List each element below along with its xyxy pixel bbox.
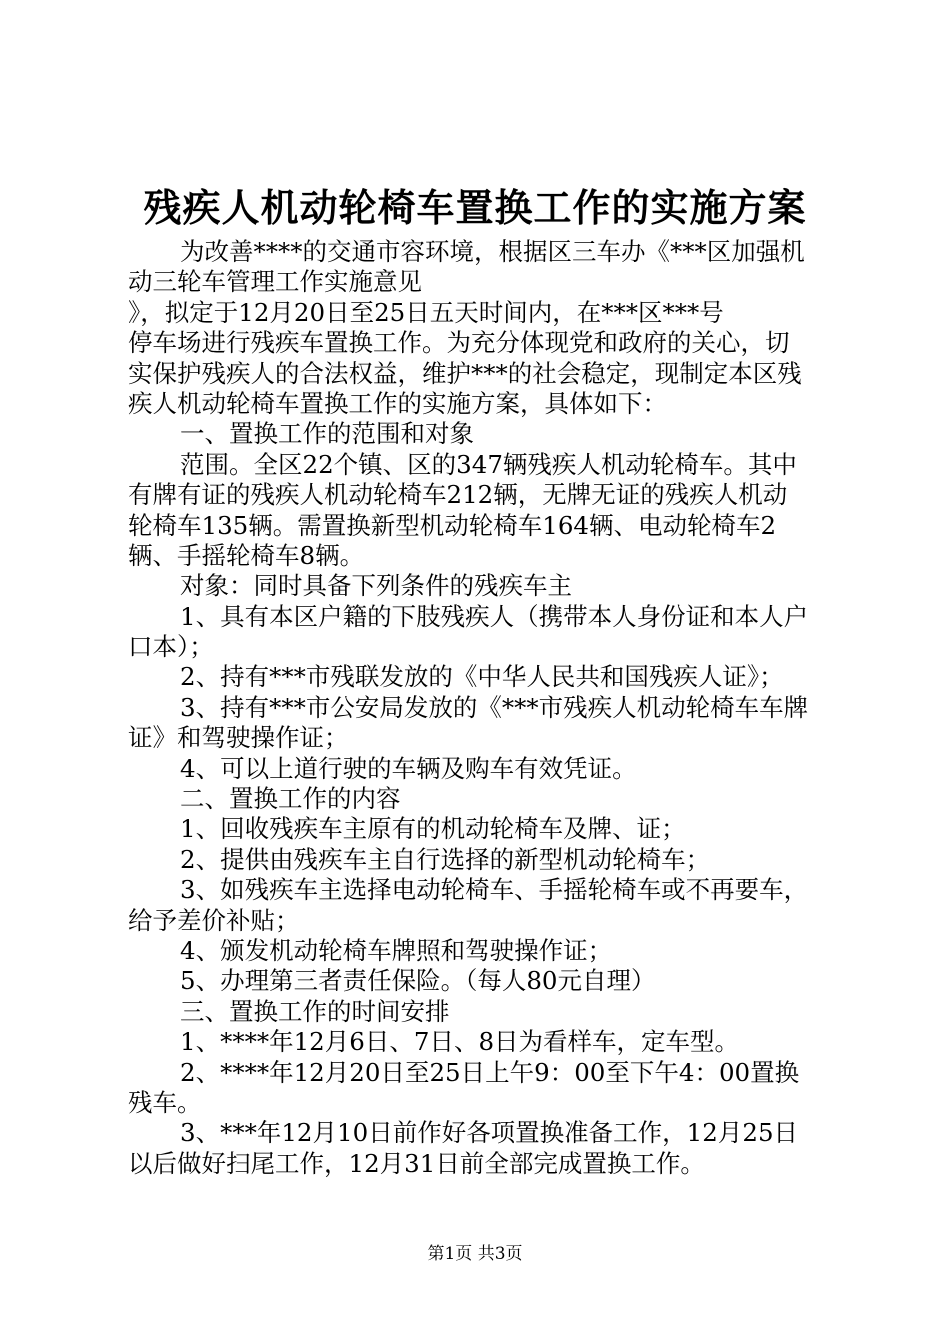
list-item-line: 1、****年12月6日、7日、8日为看样车，定车型。 xyxy=(180,1027,740,1057)
list-item-line: 1、具有本区户籍的下肢残疾人（携带本人身份证和本人户 xyxy=(180,601,809,631)
list-item-line: 以后做好扫尾工作，12月31日前全部完成置换工作。 xyxy=(128,1148,705,1178)
paragraph-line: 对象：同时具备下列条件的残疾车主 xyxy=(180,571,572,601)
list-item-line: 3、***年12月10日前作好各项置换准备工作，12月25日 xyxy=(180,1118,799,1148)
section-heading: 三、置换工作的时间安排 xyxy=(180,996,450,1026)
paragraph-line: 疾人机动轮椅车置换工作的实施方案，具体如下： xyxy=(128,388,667,418)
document-body xyxy=(128,237,828,1179)
paragraph-line: 为改善****的交通市容环境，根据区三车办《***区加强机 xyxy=(180,237,805,266)
paragraph-line: 轮椅车135辆。需置换新型机动轮椅车164辆、电动轮椅车2 xyxy=(128,510,777,540)
list-item-line: 2、提供由残疾车主自行选择的新型机动轮椅车； xyxy=(180,844,711,874)
paragraph-line: 有牌有证的残疾人机动轮椅车212辆，无牌无证的残疾人机动 xyxy=(128,480,788,510)
paragraph-line: 辆、手摇轮椅车8辆。 xyxy=(128,540,365,570)
list-item-line: 口本）； xyxy=(128,632,214,662)
paragraph-line: 动三轮车管理工作实施意见 xyxy=(128,267,422,297)
paragraph-line: 停车场进行残疾车置换工作。为充分体现党和政府的关心，切 xyxy=(128,328,790,358)
section-heading: 二、置换工作的内容 xyxy=(180,784,401,814)
list-item-line: 3、持有***市公安局发放的《***市残疾人机动轮椅车车牌 xyxy=(180,692,809,722)
list-item-line: 1、回收残疾车主原有的机动轮椅车及牌、证； xyxy=(180,814,686,844)
list-item-line: 4、可以上道行驶的车辆及购车有效凭证。 xyxy=(180,753,637,783)
page-number-footer: 第1页 共3页 xyxy=(427,1244,523,1264)
list-item-line: 残车。 xyxy=(128,1087,202,1117)
list-item-line: 4、颁发机动轮椅车牌照和驾驶操作证； xyxy=(180,935,613,965)
list-item-line: 3、如残疾车主选择电动轮椅车、手摇轮椅车或不再要车， xyxy=(180,875,809,905)
paragraph-line: 》，拟定于12月20日至25日五天时间内，在***区***号 xyxy=(128,297,724,327)
section-heading: 一、置换工作的范围和对象 xyxy=(180,419,474,449)
document-title: 残疾人机动轮椅车置换工作的实施方案 xyxy=(143,185,807,230)
list-item-line: 给予差价补贴； xyxy=(128,905,300,935)
paragraph-line: 范围。全区22个镇、区的347辆残疾人机动轮椅车。其中 xyxy=(180,449,797,479)
list-item-line: 2、持有***市残联发放的《中华人民共和国残疾人证》； xyxy=(180,662,784,692)
paragraph-line: 实保护残疾人的合法权益，维护***的社会稳定，现制定本区残 xyxy=(128,358,802,388)
list-item-line: 5、办理第三者责任保险。（每人80元自理） xyxy=(180,966,656,996)
list-item-line: 证》和驾驶操作证； xyxy=(128,723,349,753)
list-item-line: 2、****年12月20日至25日上午9：00至下午4：00置换 xyxy=(180,1057,800,1087)
